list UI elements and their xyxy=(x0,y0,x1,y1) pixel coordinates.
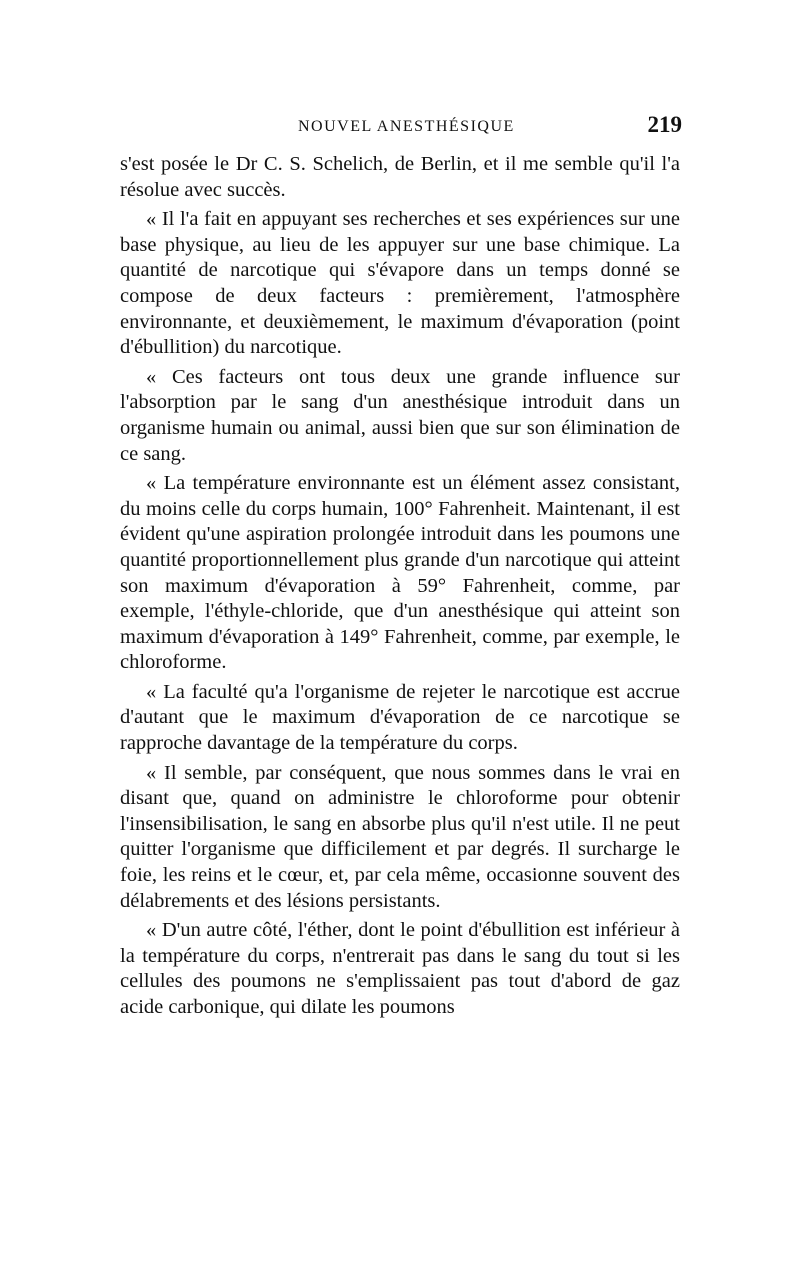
page-header xyxy=(120,112,682,142)
paragraph-continuation: s'est posée le Dr C. S. Schelich, de Berlin, et il me semble qu'il l'a résolue avec succès. xyxy=(120,153,680,201)
paragraph: « La température environnante est un élément assez consistant, du moins celle du corps humain, 100° Fahrenheit. Maintenant, il est évident qu'une aspiration prolongée introduit dans les poumons une quantité proportionnellement plus grande d'un narcotique qui atteint son maximum d'évaporation à 59° Fahrenheit, comme, par exemple, l'éthyle-chloride, que d'un anesthésique qui atteint son maximum d'évaporation à 149° Fahrenheit, comme, par exemple, le chloroforme. xyxy=(120,472,680,674)
page-number: 219 xyxy=(647,112,682,137)
paragraph: « Il semble, par conséquent, que nous sommes dans le vrai en disant que, quand on administre le chloroforme pour obtenir l'insensibilisation, le sang en absorbe plus qu'il n'est utile. Il ne peut quitter l'organisme que difficilement et par degrés. Il surcharge le foie, les reins et le cœur, et, par cela même, occasionne souvent des délabrements et des lésions persistants. xyxy=(120,761,680,912)
paragraph: « D'un autre côté, l'éther, dont le point d'ébullition est inférieur à la température du corps, n'entrerait pas dans le sang du tout si les cellules des poumons ne s'emplissaient pas tout d'abord de gaz acide carbonique, qui dilate les poumons xyxy=(120,919,680,1018)
body-text xyxy=(120,152,680,1021)
paragraph: « Il l'a fait en appuyant ses recherches et ses expériences sur une base physique, au lieu de les appuyer sur une base chimique. La quantité de narcotique qui s'évapore dans un temps donné se compose de deux facteurs : premièrement, l'atmosphère environnante, et deuxièmement, le maximum d'évaporation (point d'ébullition) du narcotique. xyxy=(120,208,680,359)
paragraph: « La faculté qu'a l'organisme de rejeter le narcotique est accrue d'autant que le maximum d'évaporation de ce narcotique se rapproche davantage de la température du corps. xyxy=(120,680,680,755)
running-title: NOUVEL ANESTHÉSIQUE xyxy=(298,118,515,135)
paragraph: « Ces facteurs ont tous deux une grande influence sur l'absorption par le sang d'un anesthésique introduit dans un organisme humain ou animal, aussi bien que sur son élimination de ce sang. xyxy=(120,365,680,465)
